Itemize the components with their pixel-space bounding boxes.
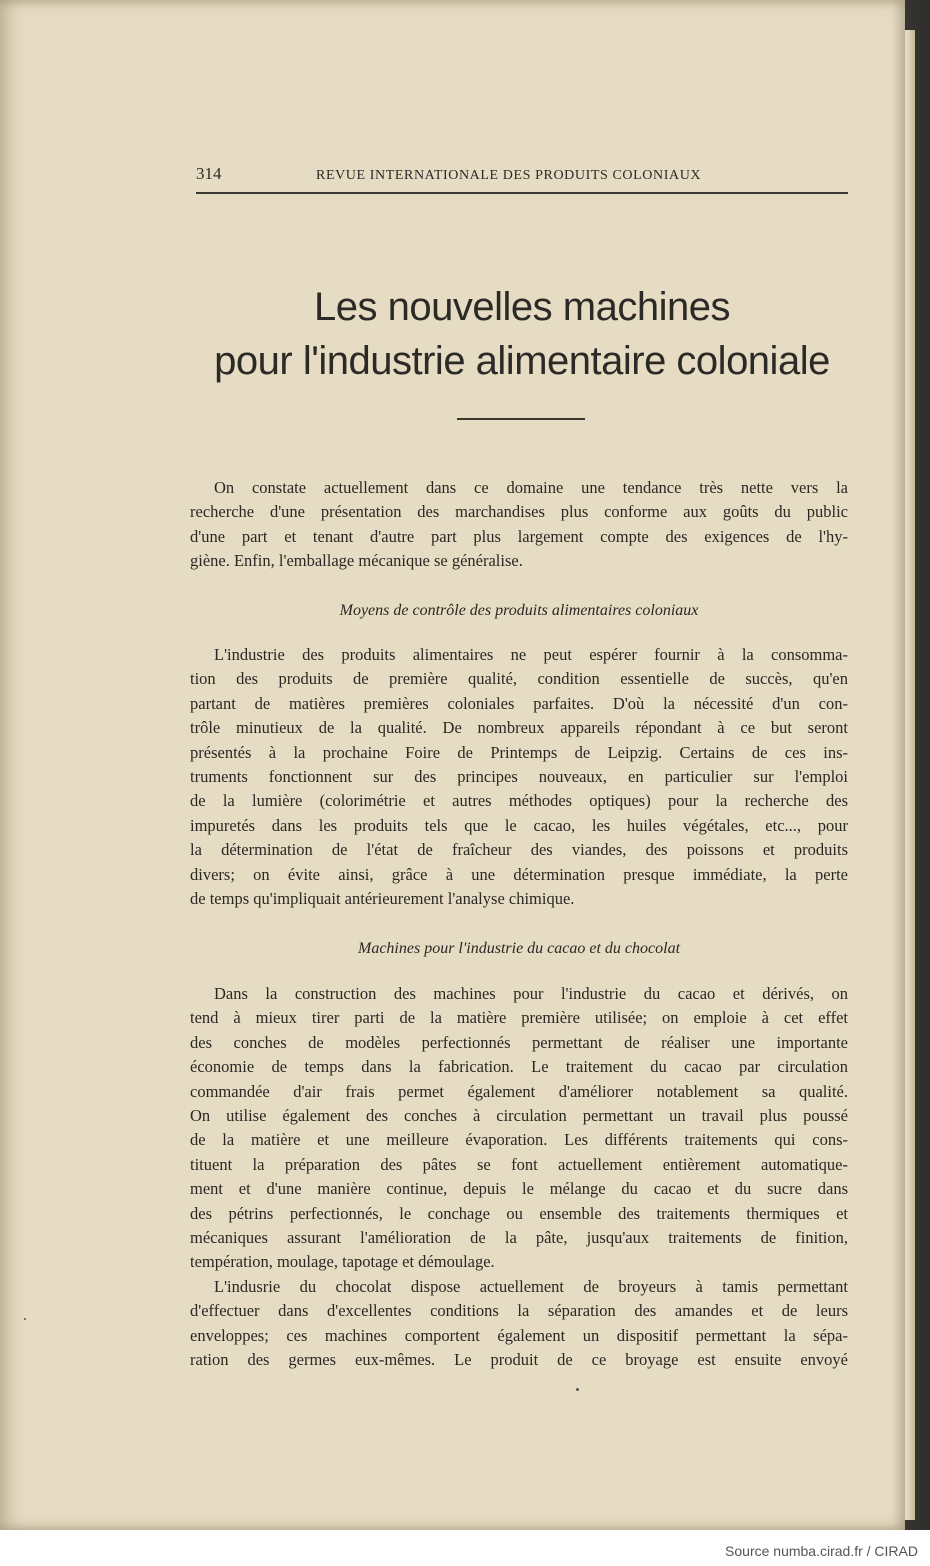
text-line: On constate actuellement dans ce domaine une tendance très nette vers la xyxy=(214,478,848,497)
section1-paragraph xyxy=(190,643,848,911)
text-line: giène. Enfin, l'emballage mécanique se généralise. xyxy=(190,551,523,571)
article-title xyxy=(196,280,848,388)
text-line: tend à mieux tirer parti de la matière première utilisée; on emploie à cet effet xyxy=(190,1008,848,1028)
text-line: de la lumière (colorimétrie et autres méthodes optiques) pour la recherche des xyxy=(190,791,848,811)
text-line: L'indusrie du chocolat dispose actuellement de broyeurs à tamis permettant xyxy=(214,1277,848,1296)
section-heading-controle: Moyens de contrôle des produits alimentaires coloniaux xyxy=(339,602,699,619)
section2-paragraph-1 xyxy=(190,982,848,1275)
paper-speck xyxy=(576,1388,579,1391)
text-line: L'industrie des produits alimentaires ne peut espérer fournir à la consomma- xyxy=(214,645,848,664)
text-line: la détermination de l'état de fraîcheur des viandes, des poissons et produits xyxy=(190,840,848,860)
text-line: On utilise également des conches à circulation permettant un travail plus poussé xyxy=(190,1106,848,1126)
page-number: 314 xyxy=(196,164,222,183)
section-heading-cacao: Machines pour l'industrie du cacao et du chocolat xyxy=(357,940,681,957)
text-line: ment et d'une manière continue, depuis le mélange du cacao et du sucre dans xyxy=(190,1179,848,1199)
title-divider xyxy=(457,418,585,420)
text-line: présentés à la prochaine Foire de Printemps de Leipzig. Certains de ces ins- xyxy=(190,742,848,762)
title-line-2: pour l'industrie alimentaire coloniale xyxy=(214,339,830,383)
text-line: mécaniques assurant l'amélioration de la pâte, jusqu'aux traitements de finition, xyxy=(190,1228,848,1248)
text-line: recherche d'une présentation des marchandises plus conforme aux goûts du public xyxy=(190,502,848,522)
text-line: truments fonctionnent sur des principes nouveaux, en particulier sur l'emploi xyxy=(190,767,848,787)
text-line: d'effectuer dans d'excellentes conditions la séparation des amandes et de leurs xyxy=(190,1301,848,1321)
text-line: divers; on évite ainsi, grâce à une détermination presque immédiate, la perte xyxy=(190,864,848,884)
header-rule xyxy=(196,192,848,194)
paper-speck xyxy=(24,1318,26,1320)
title-line-1: Les nouvelles machines xyxy=(314,285,730,329)
text-line: de la matière et une meilleure évaporation. Les différents traitements qui cons- xyxy=(190,1130,848,1150)
text-line: trôle minutieux de la qualité. De nombreux appareils répondant à ce but seront xyxy=(190,718,848,738)
source-credit: Source numba.cirad.fr / CIRAD xyxy=(725,1543,918,1559)
text-line: d'une part et tenant d'autre part plus largement compte des exigences de l'hy- xyxy=(190,526,848,546)
running-header-title: REVUE INTERNATIONALE DES PRODUITS COLONIAUX xyxy=(316,168,702,183)
section2-paragraph-2 xyxy=(190,1275,848,1373)
text-line: Dans la construction des machines pour l'industrie du cacao et dérivés, on xyxy=(214,984,848,1003)
intro-paragraph xyxy=(190,476,848,574)
text-line: commandée d'air frais permet également d'améliorer notablement sa qualité. xyxy=(190,1081,848,1101)
text-line: des conches de modèles perfectionnés permettant de réaliser une importante xyxy=(190,1032,848,1052)
text-line: ration des germes eux-mêmes. Le produit de ce broyage est ensuite envoyé xyxy=(190,1350,848,1370)
text-line: de temps qu'impliquait antérieurement l'analyse chimique. xyxy=(190,889,575,909)
text-line: tituent la préparation des pâtes se font actuellement entièrement automatique- xyxy=(190,1154,848,1174)
text-line: économie de temps dans la fabrication. Le traitement du cacao par circulation xyxy=(190,1057,848,1077)
text-line: impuretés dans les produits tels que le cacao, les huiles végétales, etc..., pour xyxy=(190,815,848,835)
text-line: enveloppes; ces machines comportent également un dispositif permettant la sépa- xyxy=(190,1325,848,1345)
text-line: des pétrins perfectionnés, le conchage ou ensemble des traitements thermiques et xyxy=(190,1203,848,1223)
text-line: partant de matières premières coloniales parfaites. D'où la nécessité d'un con- xyxy=(190,693,848,713)
text-line: températion, moulage, tapotage et démoulage. xyxy=(190,1252,495,1272)
text-line: tion des produits de première qualité, condition essentielle de succès, qu'en xyxy=(190,669,848,689)
